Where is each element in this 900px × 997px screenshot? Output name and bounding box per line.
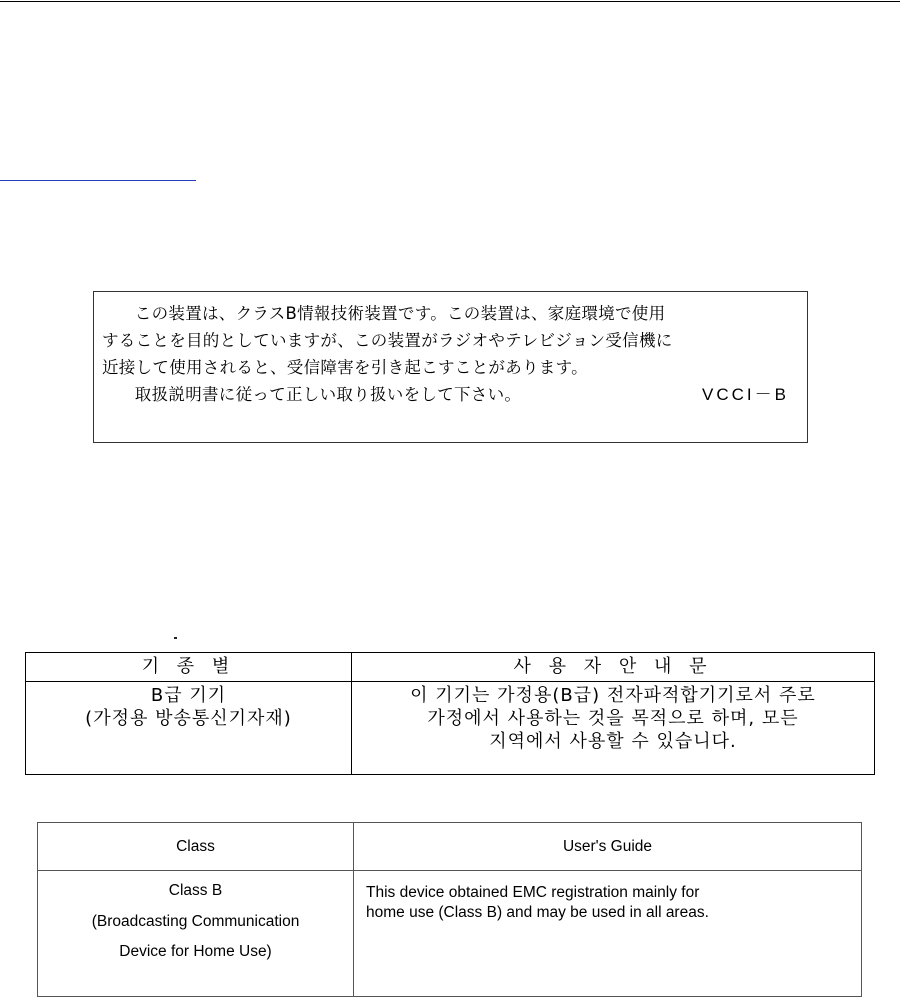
korean-class-table [25, 652, 875, 775]
link-underline[interactable] [0, 180, 196, 181]
kr-class-line-2: (가정용 방송통신기자재) [85, 708, 292, 729]
table-row [26, 682, 875, 775]
table-header-row [38, 823, 862, 871]
vcci-line-3: 近接して使用されると、受信障害を引き起こすことがあります。 [102, 358, 588, 377]
vcci-line-4 [118, 381, 793, 408]
kr-guide-line-1: 이 기기는 가정용(B급) 전자파적합기기로서 주로 [410, 685, 816, 706]
top-divider [0, 1, 900, 2]
table-header-row [26, 653, 875, 682]
en-class-cell [38, 871, 354, 997]
kr-guide-line-3: 지역에서 사용할 수 있습니다. [489, 731, 737, 752]
table-row [38, 871, 862, 997]
vcci-line-2: することを目的としていますが、この装置がラジオやテレビジョン受信機に [102, 331, 673, 350]
en-class-line-1: Class B [168, 882, 223, 899]
vcci-instruction: 取扱説明書に従って正しい取り扱いをして下さい。 [118, 385, 522, 404]
kr-class-line-1: B급 기기 [150, 685, 227, 706]
en-guide-cell [354, 871, 862, 997]
en-class-line-2: (Broadcasting Communication [91, 913, 300, 930]
en-guide-line-1: This device obtained EMC registration mainly for [366, 884, 700, 901]
en-header-class: Class [38, 823, 354, 871]
vcci-line-1: この装置は、クラスB情報技術装置です。この装置は、家庭環境で使用 [118, 304, 666, 323]
vcci-class-code: VCCI－B [702, 385, 789, 404]
stray-mark [174, 637, 177, 639]
kr-guide-cell [352, 682, 875, 775]
en-guide-line-2: home use (Class B) and may be used in all areas. [366, 904, 709, 921]
kr-class-cell [26, 682, 352, 775]
en-class-line-3: Device for Home Use) [119, 943, 272, 960]
english-class-table [37, 822, 862, 997]
kr-guide-line-2: 가정에서 사용하는 것을 목적으로 하며, 모든 [427, 708, 799, 729]
kr-header-guide: 사 용 자 안 내 문 [352, 653, 875, 682]
vcci-notice-box [93, 291, 808, 443]
kr-header-type: 기 종 별 [26, 653, 352, 682]
en-header-guide: User's Guide [354, 823, 862, 871]
